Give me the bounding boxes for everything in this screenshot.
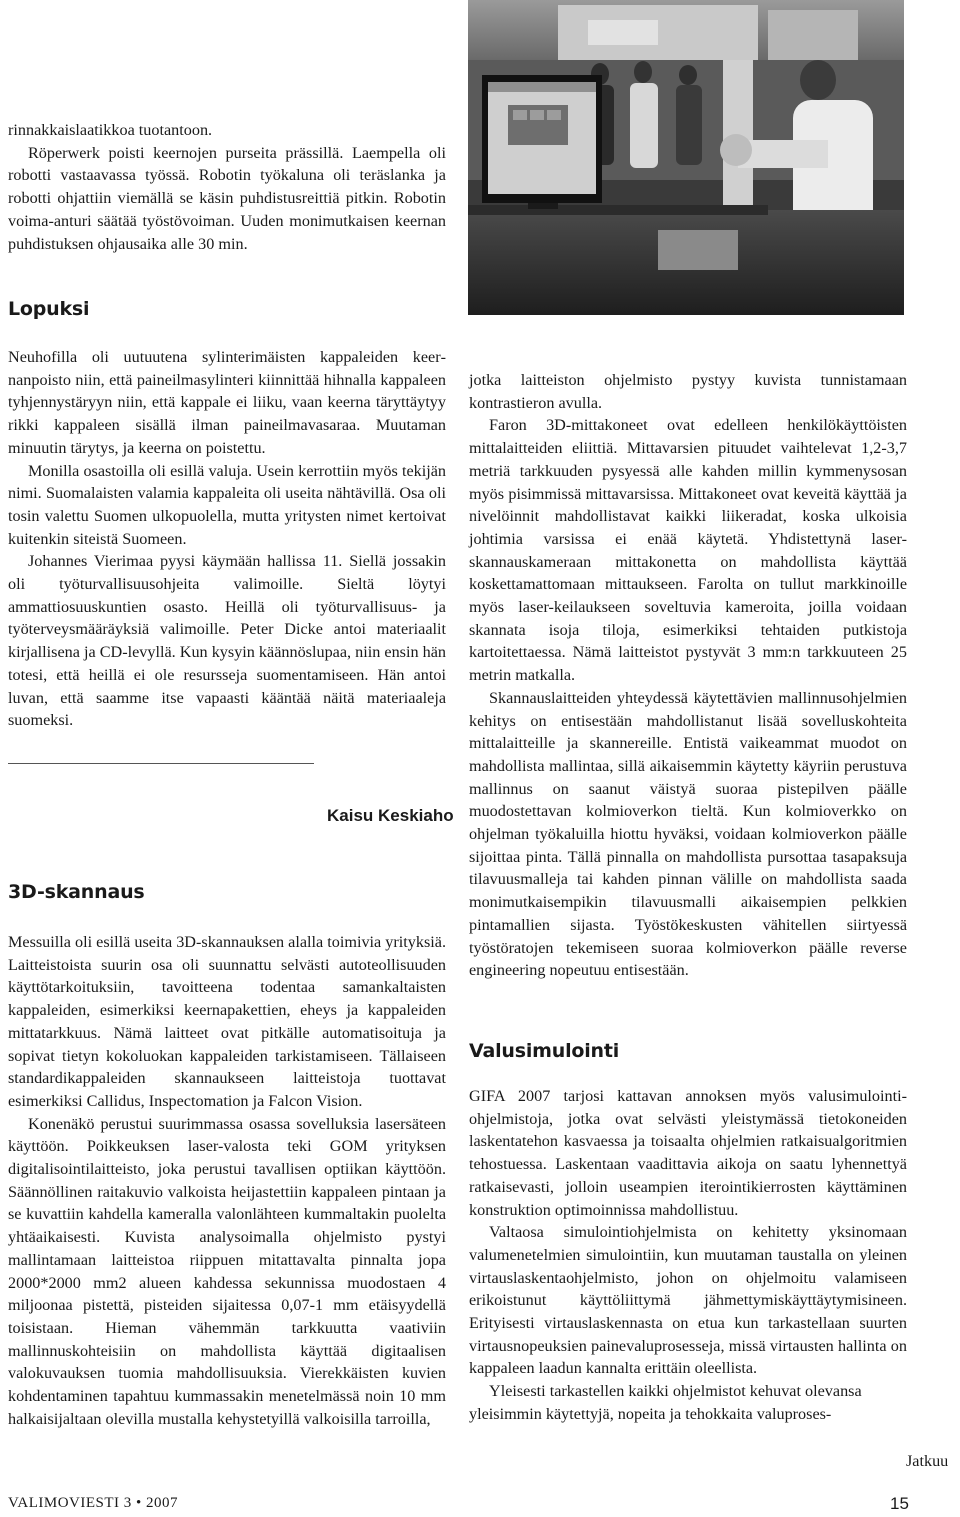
lopuksi-block: [8, 346, 446, 732]
intro-paragraph: Röperwerk poisti keernojen purseita prässillä. Laempella oli robotti vastaavassa työssä. Robotin työkaluna oli teräslanka ja robotti ohjattiin viemällä se käsin puhdistusreittiä pitkin. Robotin voima-anturi säätää työstövoiman. Uuden monimutkaisen keernan puhdistuksen ohjausaika alle 30 min.: [8, 143, 446, 253]
exhibition-photo: [468, 0, 904, 315]
valusimulointi-paragraph-2: Valtaosa simulointiohjelmista on kehitetty yksinomaan valumenetelmien simulointiin, kun muutaman taustalla on yleinen virtauslaskentaohjelmisto, johon on ohjelmoitu valamiseen erikoistunut käyttöliittymä jähmettymiskäyttäytymisineen. Erityisesti virtauslaskennasta on etua kun tarkastellaan suurten virtausnopeuksien painevaluprosesseja, missä virtausten hallinta on kappaleen laadun kannalta erittäin oleellista.: [469, 1223, 907, 1378]
valusimulointi-paragraph-3: Yleisesti tarkastellen kaikki ohjelmistot kehuvat olevansa yleisimmin käytettyjä, nopeita ja tehokkaita valuproses-: [469, 1382, 862, 1423]
page-number: 15: [890, 1494, 909, 1513]
right-paragraph-3: Skannauslaitteiden yhteydessä käytettävien mallinnusohjelmien kehitys on entisestään mahdollistanut lisää sovelluskohteita mittalaitteille ja skannereille. Entistä vaikeammat muodot on mahdollista mallintaa, sillä aikaisemmin käytetty käyriin perustuva mallinnus on saanut väistyä suoraa pistepilven päälle muodostettavan kolmioverkon tieltä. Kun kolmioverkko on ohjelman työkaluilla hiottu hyväksi, voidaan kolmioverkon päälle sijoittaa pinta. Tällä pinnalla on mahdollista pursottaa tasapaksuja tilavuusmalleja tai kahden pinnan välille on mahdollista saada monimutkaisempikin tilavuusmalli aikaisempien pelkkien pintamallien sijasta. Työstökeskusten vähitellen siirtyessä työstöratojen tekemiseen suoraa kolmioverkon päälle reverse engineering nopeutuu entisestään.: [469, 688, 907, 980]
heading-3d-skannaus: 3D-skannaus: [8, 881, 145, 903]
right-paragraph-1: jotka laitteiston ohjelmisto pystyy kuvista tunnistamaan kontrastieron avulla.: [469, 371, 907, 412]
right-paragraph-2: Faron 3D-mittakoneet ovat edelleen henkilökäyttöisten mittalaitteiden eliittiä. Mittavarsien pituudet vaihtelevat 1,2-3,7 metriä tarkkuuden pysyessä alle kahden millin kymmenysosan myös pisimmissä mittavarsissa. Mittakoneet ovat keveitä käyttää ja nivelöinnit mahdollistavat kaikki liikeradat, koska ulkoisia johtimia varsissa ei enää käytetä. Yhdistettynä laser-skannauskameraan mittakonetta on mahdollista käyttää koskettamattomaan mittaukseen. Farolta on tullut markkinoille myös laser-keilaukseen soveltuvia kameroita, joilla voidaan skannata isoja tiloja, esimerkiksi tehtaiden putkistoja kartoitettaessa. Nämä laitteistot pystyvät 3 mm:n tarkkuuteen 25 metrin matkalla.: [469, 416, 907, 685]
right-column-block: [469, 369, 907, 982]
footer-publication: VALIMOVIESTI 3 • 2007: [8, 1495, 179, 1511]
lopuksi-paragraph-1: Neuhofilla oli uutuutena sylinterimäisten kappaleiden keernanpoisto niin, että paineilmasylinteri kiinnittää hihnalla kappaleen tyhjennystäryyn niin, että kappale ei liiku, vaan keerna täryttäytyy rikki kappaleen sisällä ilman paineilmavasaraa. Muutaman minuutin tärytys, ja keerna on poistettu.: [8, 348, 446, 457]
author-name: Kaisu Keskiaho: [327, 806, 454, 825]
exhibition-photo-illustration: [468, 0, 904, 315]
valusimulointi-block: [469, 1085, 907, 1426]
lopuksi-paragraph-3: Johannes Vierimaa pyysi käymään hallissa 11. Siellä jossakin oli työturvallisuusohjeita valimoille. Sieltä löytyi ammattiosuuskuntien osasto. Heillä oli työturvallisuus- ja työterveysmääräyksiä valimoille. Peter Dicke antoi materiaalit kirjallisena ja CD-levyllä. Kun kysyin käännöslupaa, niin ensin hän totesi, että heillä ei ole resursseja suomentamiseen. Hän antoi luvan, että saamme itse vapaasti kääntää näitä materiaaleja suomeksi.: [8, 552, 446, 730]
heading-lopuksi: Lopuksi: [8, 298, 90, 320]
continued-label: Jatkuu: [906, 1452, 949, 1470]
skannaus-block: [8, 931, 446, 1430]
valusimulointi-paragraph-1: GIFA 2007 tarjosi kattavan annoksen myös valusimulointiohjelmistoja, jotka ovat selvästi yleistymässä tietokoneiden laskentatehon kasvaessa ja toisaalta ohjelmien ratkaisualgoritmien tehostuessa. Laskentaan vaadittavia aikoja on saatu lyhennettyä ratkaisevasti, jolloin useampien iterointikierrosten käyttäminen konstruktion optimoinnissa mahdollistuu.: [469, 1087, 907, 1219]
intro-block: [8, 119, 446, 255]
skannaus-paragraph-1: Messuilla oli esillä useita 3D-skannauksen alalla toimivia yrityksiä. Laitteistoista suurin osa oli suunnattu selvästi autoteollisuuden käyttötarkoituksiin, tavoitteena todentaa samankaltaisten kappaleiden, esimerkiksi keernapakettien, eheys ja kappaleiden mittatarkkuus. Nämä laitteet ovat pitkälle automatisoituja ja sopivat tietyn kokoluokan kappaleiden tarkistamiseen. Tällaiseen standardikappaleiden skannaukseen laitteistoja tuottavat esimerkiksi Callidus, Inspectomation ja Falcon Vision.: [8, 933, 446, 1110]
author-divider: [8, 763, 314, 764]
heading-valusimulointi: Valusimulointi: [469, 1040, 620, 1062]
skannaus-paragraph-2: Konenäkö perustui suurimmassa osassa sovelluksia lasersäteen käyttöön. Poikkeuksen laser-valosta teki GOM yrityksen digitalisointilaitteisto, joka perustui tavallisen optiikan käyttöön. Säännöllinen raitakuvio valkoista heijastettiin kappaleen pintaan ja se kuvattiin kahdella kameralla valonlähteen kummaltakin puolelta yhtäaikaisesti. Kuvista analysoimalla ohjelmisto pystyi mallintamaan laitteistoa riippuen mitattavalta pinnalta jopa 2000*2000 mm2 alueen kahdessa sekunnissa muodostaen 4 miljoonaa pistettä, pisteiden sijaitessa 0,07-1 mm etäisyydellä toisistaan. Hieman vähemmän tarkkuutta vaativiin mallinnuskohteisiin on mahdollista käyttää digitaalisen valokuvauksen tuomia mahdollisuuksia. Vierekkäisten kuvien kohdentaminen tapahtuu kummassakin menetelmässä noin 10 mm halkaisijaltaan olevilla mustalla kehystetyillä valkoisilla tarroilla,: [8, 1114, 446, 1428]
lopuksi-paragraph-2: Monilla osastoilla oli esillä valuja. Usein kerrottiin myös tekijän nimi. Suomalaisten valamia kappaleita oli useita nähtävillä. Osa oli tosin valettu Suomen ulkopuolella, mutta yritysten nimet kertoivat kuitenkin siteistä Suomeen.: [8, 461, 446, 548]
intro-first-line: rinnakkaislaatikkoa tuotantoon.: [8, 121, 213, 139]
